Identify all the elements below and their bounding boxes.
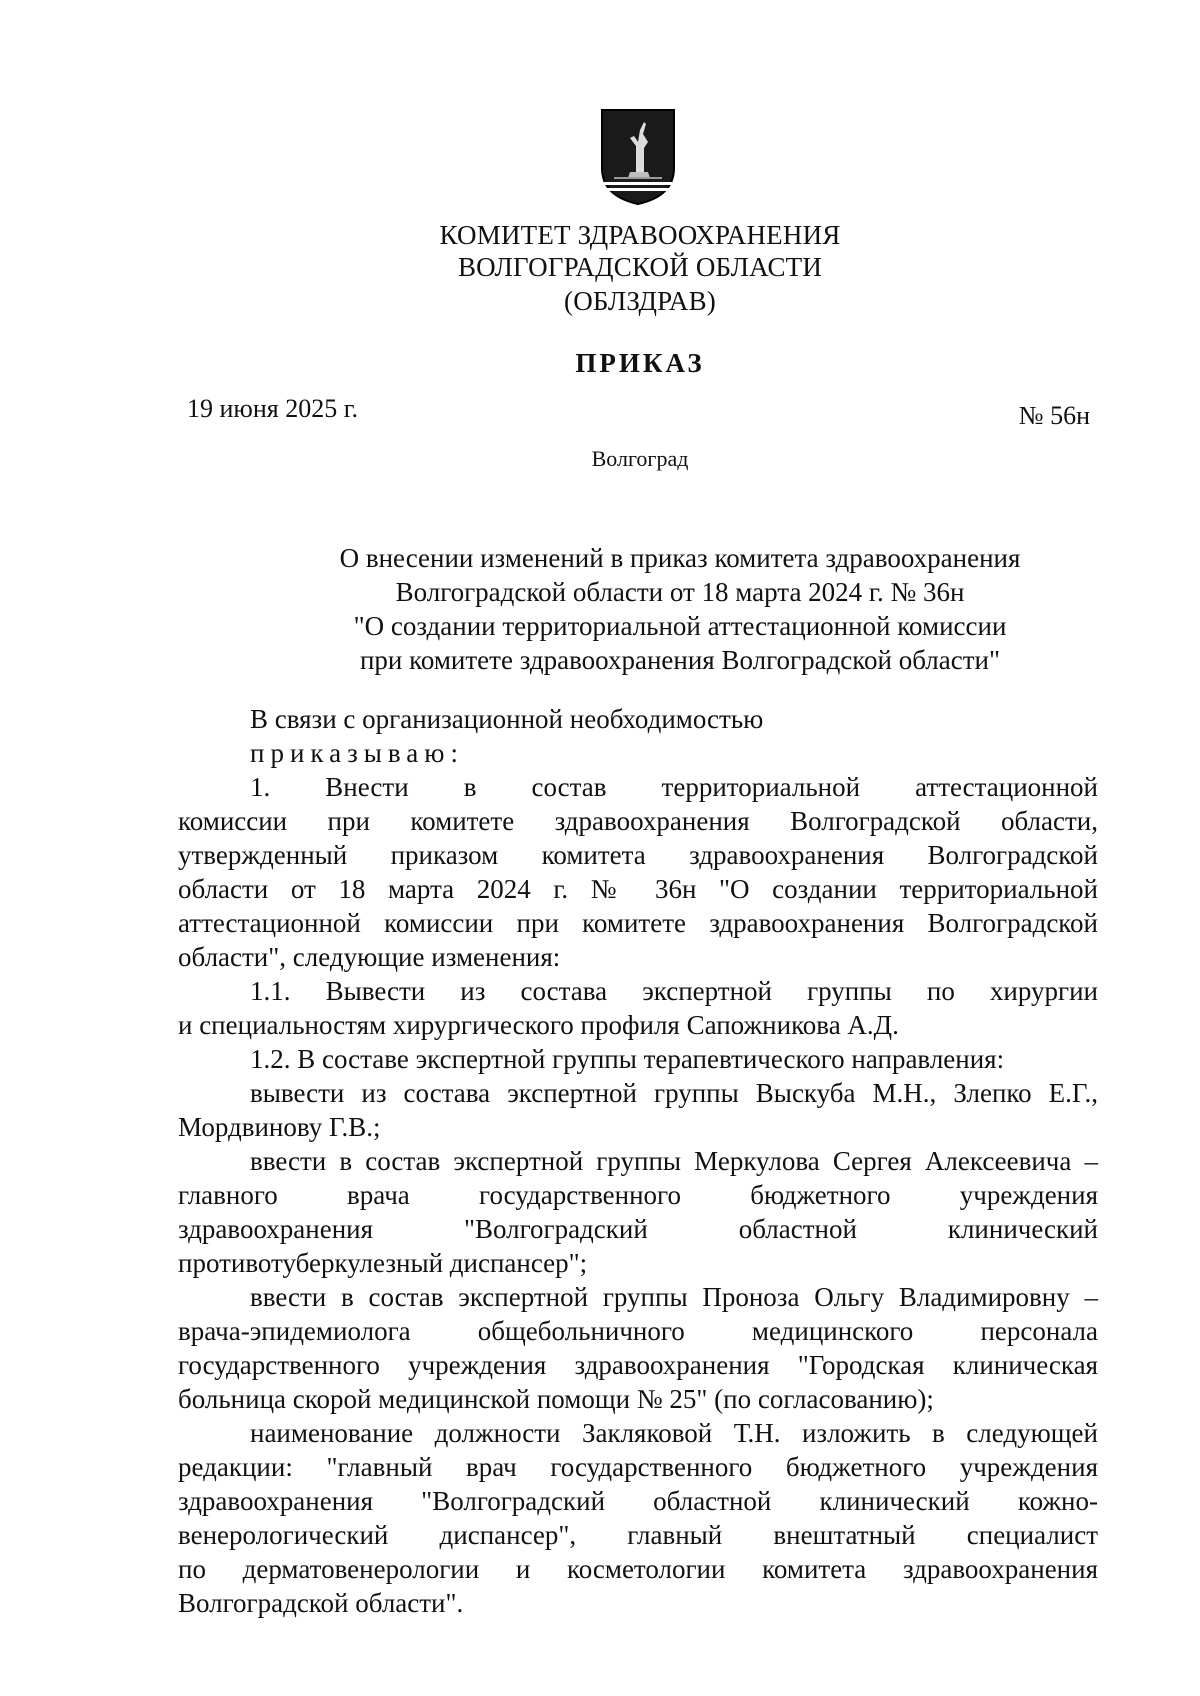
- body-line: 1. Внести в состав территориальной аттестационной: [250, 772, 1098, 802]
- body-line: врача-эпидемиолога общебольничного медицинского персонала: [178, 1316, 1098, 1346]
- body-line: ввести в состав экспертной группы Меркулова Сергея Алексеевича –: [250, 1146, 1098, 1176]
- body-line: Мордвинову Г.В.;: [178, 1112, 381, 1142]
- body-line: венерологический диспансер", главный внештатный специалист: [178, 1520, 1098, 1550]
- body-line: по дерматовенерологии и косметологии комитета здравоохранения: [178, 1554, 1098, 1584]
- body-line: и специальностям хирургического профиля Сапожникова А.Д.: [178, 1010, 899, 1040]
- document-number: № 56н: [1018, 401, 1090, 430]
- document-date: 19 июня 2025 г.: [187, 394, 358, 423]
- body-line: противотуберкулезный диспансер";: [178, 1248, 588, 1278]
- body-line: главного врача государственного бюджетного учреждения: [178, 1180, 1098, 1210]
- body-line: утвержденный приказом комитета здравоохранения Волгоградской: [178, 840, 1098, 870]
- body-line: 1.2. В составе экспертной группы терапевтического направления:: [250, 1044, 1005, 1074]
- body-line: Волгоградской области".: [178, 1588, 464, 1618]
- subject-line: "О создании территориальной аттестационной комиссии: [353, 611, 1007, 641]
- body-line: здравоохранения "Волгоградский областной клинический кожно-: [178, 1486, 1098, 1516]
- volgograd-coat-of-arms-icon: [600, 108, 676, 206]
- body-line: области", следующие изменения:: [178, 942, 561, 972]
- body-line: вывести из состава экспертной группы Выскуба М.Н., Злепко Е.Г.,: [250, 1078, 1098, 1108]
- org-name-line-2: ВОЛГОГРАДСКОЙ ОБЛАСТИ: [457, 252, 823, 282]
- body-line: ввести в состав экспертной группы Проноза Ольгу Владимировну –: [250, 1282, 1098, 1312]
- body-line: государственного учреждения здравоохранения "Городская клиническая: [178, 1350, 1098, 1380]
- subject-line: О внесении изменений в приказ комитета здравоохранения: [339, 543, 1021, 573]
- body-line: В связи с организационной необходимостью: [250, 704, 764, 734]
- body-line: больница скорой медицинской помощи № 25" (по согласованию);: [178, 1384, 934, 1414]
- body-line: 1.1. Вывести из состава экспертной группы по хирургии: [250, 976, 1098, 1006]
- body-line: здравоохранения "Волгоградский областной клинический: [178, 1214, 1098, 1244]
- document-city: Волгоград: [591, 446, 689, 471]
- body-line-order-word: приказываю:: [250, 738, 464, 768]
- document-body: [178, 702, 1098, 1620]
- body-line: редакции: "главный врач государственного бюджетного учреждения: [178, 1452, 1098, 1482]
- body-line: комиссии при комитете здравоохранения Волгоградской области,: [178, 806, 1098, 836]
- org-name-line-1: КОМИТЕТ ЗДРАВООХРАНЕНИЯ: [439, 220, 841, 250]
- body-line: области от 18 марта 2024 г. № 36н "О создании территориальной: [178, 874, 1098, 904]
- document-type-title: ПРИКАЗ: [575, 348, 705, 378]
- body-line: аттестационной комиссии при комитете здравоохранения Волгоградской: [178, 908, 1098, 938]
- subject-line: Волгоградской области от 18 марта 2024 г. № 36н: [395, 577, 965, 607]
- body-line: наименование должности Закляковой Т.Н. изложить в следующей: [250, 1418, 1098, 1448]
- subject-line: при комитете здравоохранения Волгоградской области": [359, 645, 1001, 675]
- org-abbreviation: (ОБЛЗДРАВ): [564, 286, 716, 316]
